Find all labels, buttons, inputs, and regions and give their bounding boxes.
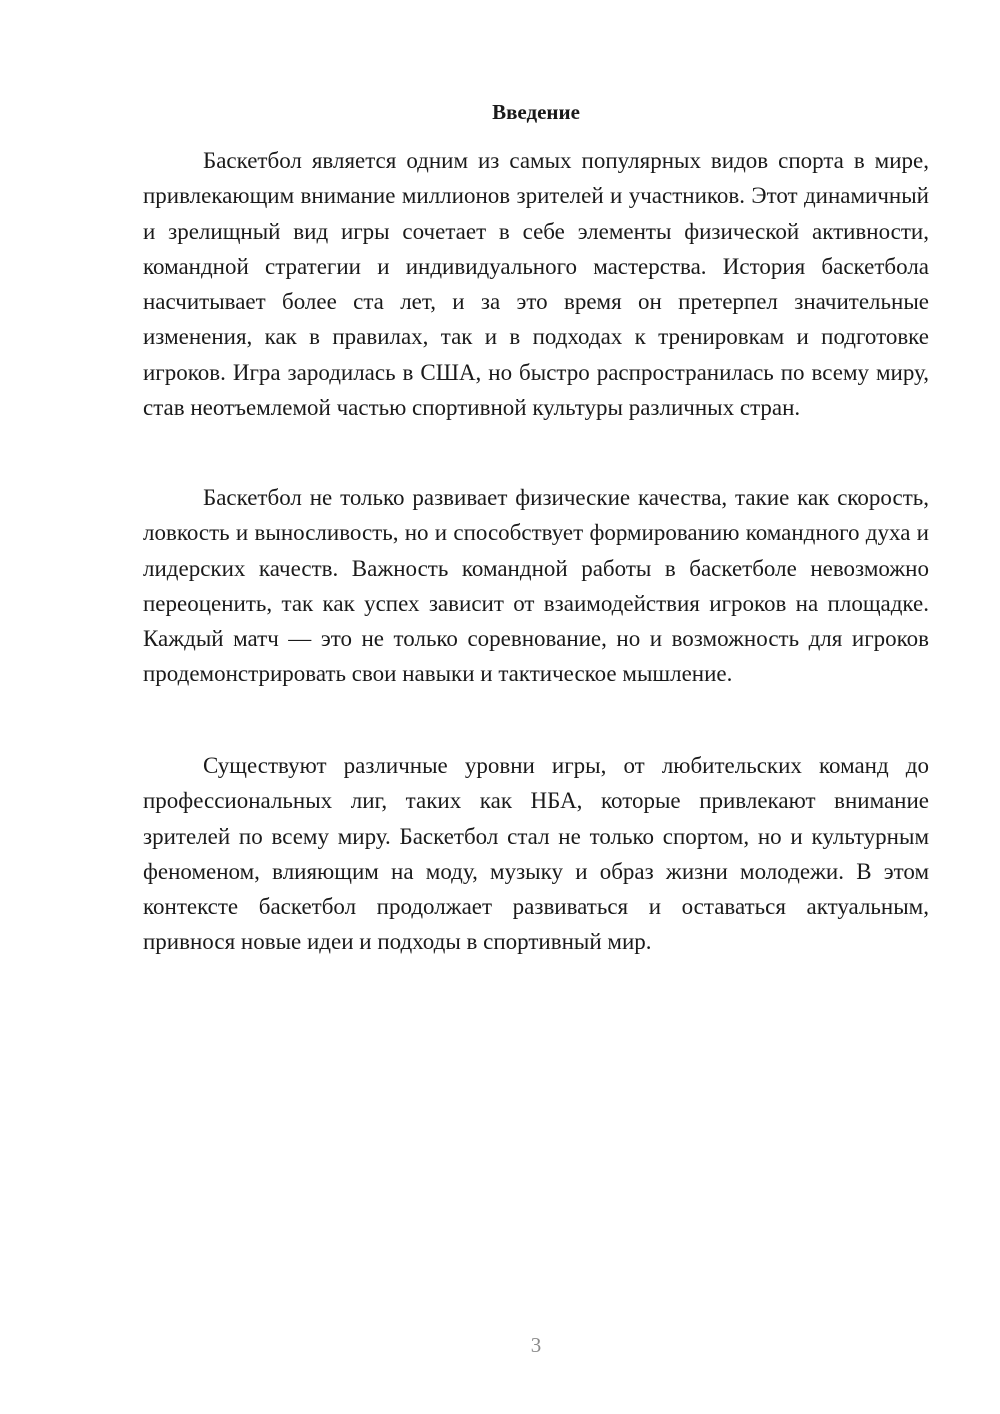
paragraph: Баскетбол является одним из самых популярных видов спорта в мире, привлекающим внимание миллионов зрителей и участников. Этот динамичный и зрелищный вид игры сочетает в себе элементы физической активности, командной стратегии и индивидуального мастерства. История баскетбола насчитывает более ста лет, и за это время он претерпел значительные изменения, как в правилах, так и в подходах к тренировкам и подготовке игроков. Игра зародилась в США, но быстро распространилась по всему миру, став неотъемлемой частью спортивной культуры различных стран. [143, 148, 929, 421]
paragraph-block-1 [143, 143, 929, 425]
paragraph-block-2 [143, 480, 929, 692]
paragraph: Баскетбол не только развивает физические качества, такие как скорость, ловкость и выносливость, но и способствует формированию командного духа и лидерских качеств. Важность командной работы в баскетболе невозможно переоценить, так как успех зависит от взаимодействия игроков на площадке. Каждый матч — это не только соревнование, но и возможность для игроков продемонстрировать свои навыки и тактическое мышление. [143, 485, 929, 687]
page-number: 3 [530, 1333, 542, 1357]
section-heading: Введение [492, 100, 580, 124]
paragraph-block-3 [143, 748, 929, 960]
paragraph: Существуют различные уровни игры, от любительских команд до профессиональных лиг, таких как НБА, которые привлекают внимание зрителей по всему миру. Баскетбол стал не только спортом, но и культурным феноменом, влияющим на моду, музыку и образ жизни молодежи. В этом контексте баскетбол продолжает развиваться и оставаться актуальным, привнося новые идеи и подходы в спортивный мир. [143, 753, 929, 955]
